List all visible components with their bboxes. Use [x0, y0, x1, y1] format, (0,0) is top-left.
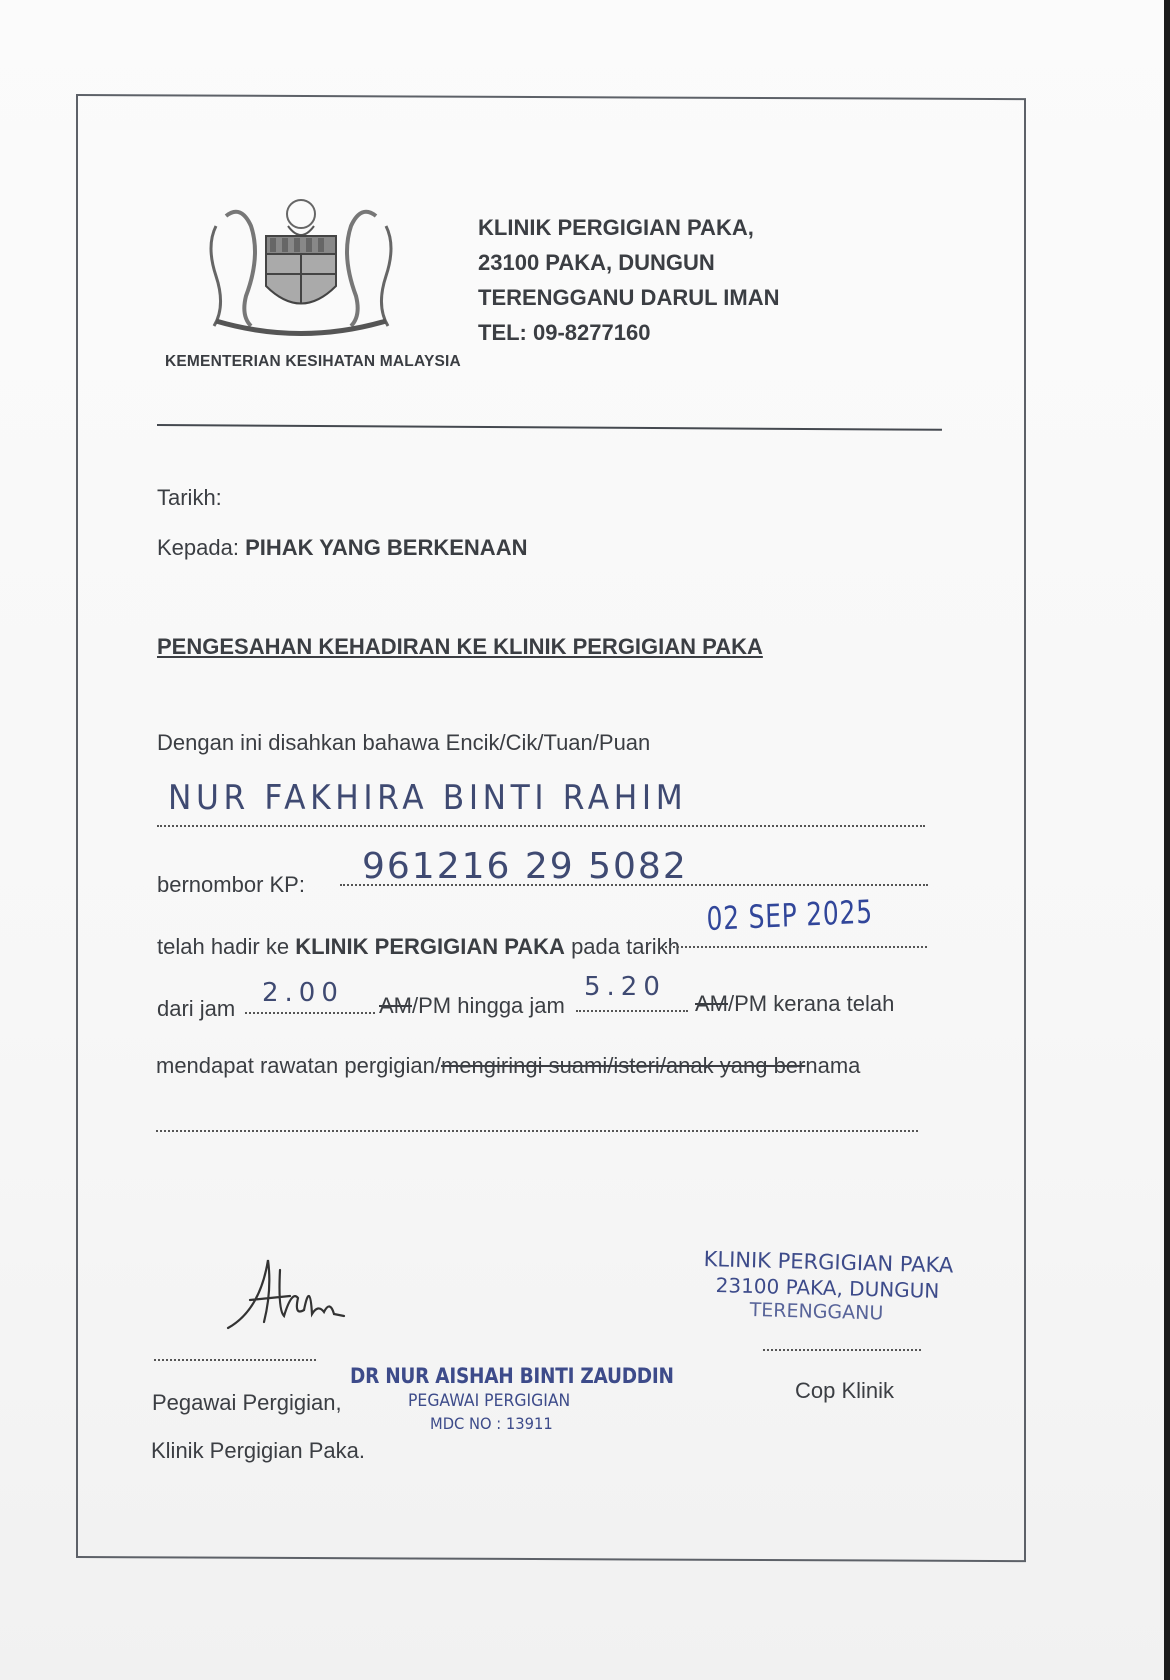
date-label: Tarikh:: [157, 485, 222, 510]
scan-edge: [1164, 0, 1170, 1680]
stamp-label: Cop Klinik: [795, 1378, 895, 1403]
officer-signature-line: [154, 1359, 316, 1361]
ic-number-handwritten: 961216 29 5082: [362, 846, 688, 887]
am-struck-2: AM: [695, 991, 728, 1016]
attended-suffix: pada tarikh: [571, 934, 680, 959]
date-line: [665, 946, 927, 948]
patient-name-line: [157, 825, 925, 827]
to-period: [695, 991, 894, 1017]
treatment-tail: nama: [805, 1053, 861, 1078]
address-line: TERENGGANU DARUL IMAN: [478, 285, 780, 310]
patient-name-handwritten: NUR FAKHIRA BINTI RAHIM: [168, 778, 688, 818]
intro-text: Dengan ini disahkan bahawa Encik/Cik/Tuan/Puan: [157, 730, 651, 755]
pm-until: /PM hingga jam: [412, 993, 565, 1018]
from-time-handwritten: 2.00: [262, 978, 344, 1008]
from-time-line: [245, 1012, 375, 1014]
officer-stamp-name: DR NUR AISHAH BINTI ZAUDDIN: [350, 1364, 674, 1388]
address-line: TEL: 09-8277160: [478, 320, 651, 345]
officer-label: Pegawai Pergigian,: [152, 1390, 342, 1415]
clinic-name: KLINIK PERGIGIAN PAKA: [295, 934, 565, 959]
clinic-signoff-label: Klinik Pergigian Paka.: [151, 1438, 366, 1463]
to-value: PIHAK YANG BERKENAAN: [245, 535, 528, 560]
treatment-line: [156, 1053, 860, 1079]
to-time-line: [576, 1010, 688, 1012]
ministry-label: KEMENTERIAN KESIHATAN MALAYSIA: [165, 353, 461, 370]
attended-line: [157, 934, 680, 960]
treatment-text: mendapat rawatan pergigian/: [156, 1053, 441, 1078]
clinic-address: [478, 210, 779, 350]
address-line: KLINIK PERGIGIAN PAKA,: [478, 215, 754, 240]
companion-name-line: [156, 1130, 918, 1132]
clinic-stamp-line1: KLINIK PERGIGIAN PAKA: [703, 1247, 954, 1278]
ic-line: [340, 884, 928, 886]
attended-prefix: telah hadir ke: [157, 934, 290, 959]
clinic-stamp-line3: TERENGGANU: [749, 1299, 884, 1325]
to-time-handwritten: 5.20: [584, 972, 666, 1002]
officer-stamp-mdc: MDC NO : 13911: [430, 1414, 553, 1433]
ic-label: bernombor KP:: [157, 872, 305, 897]
address-line: 23100 PAKA, DUNGUN: [478, 250, 715, 275]
clinic-stamp-line: [763, 1349, 921, 1351]
malaysia-coat-of-arms-icon: [196, 186, 406, 346]
pm-reason: /PM kerana telah: [728, 991, 895, 1016]
from-period: [379, 993, 565, 1019]
from-label: dari jam: [157, 996, 236, 1021]
clinic-stamp-line2: 23100 PAKA, DUNGUN: [715, 1273, 940, 1303]
letter-subject: PENGESAHAN KEHADIRAN KE KLINIK PERGIGIAN PAKA: [157, 634, 763, 659]
am-struck: AM: [379, 993, 412, 1018]
officer-signature-icon: [220, 1250, 350, 1340]
escort-struck-text: mengiringi suami/isteri/anak yang ber: [440, 1053, 806, 1078]
to-label: Kepada:: [157, 535, 239, 560]
visit-date-stamp: 02 SEP 2025: [706, 892, 874, 938]
officer-stamp-title: PEGAWAI PERGIGIAN: [408, 1391, 571, 1411]
recipient-line: [157, 535, 527, 561]
